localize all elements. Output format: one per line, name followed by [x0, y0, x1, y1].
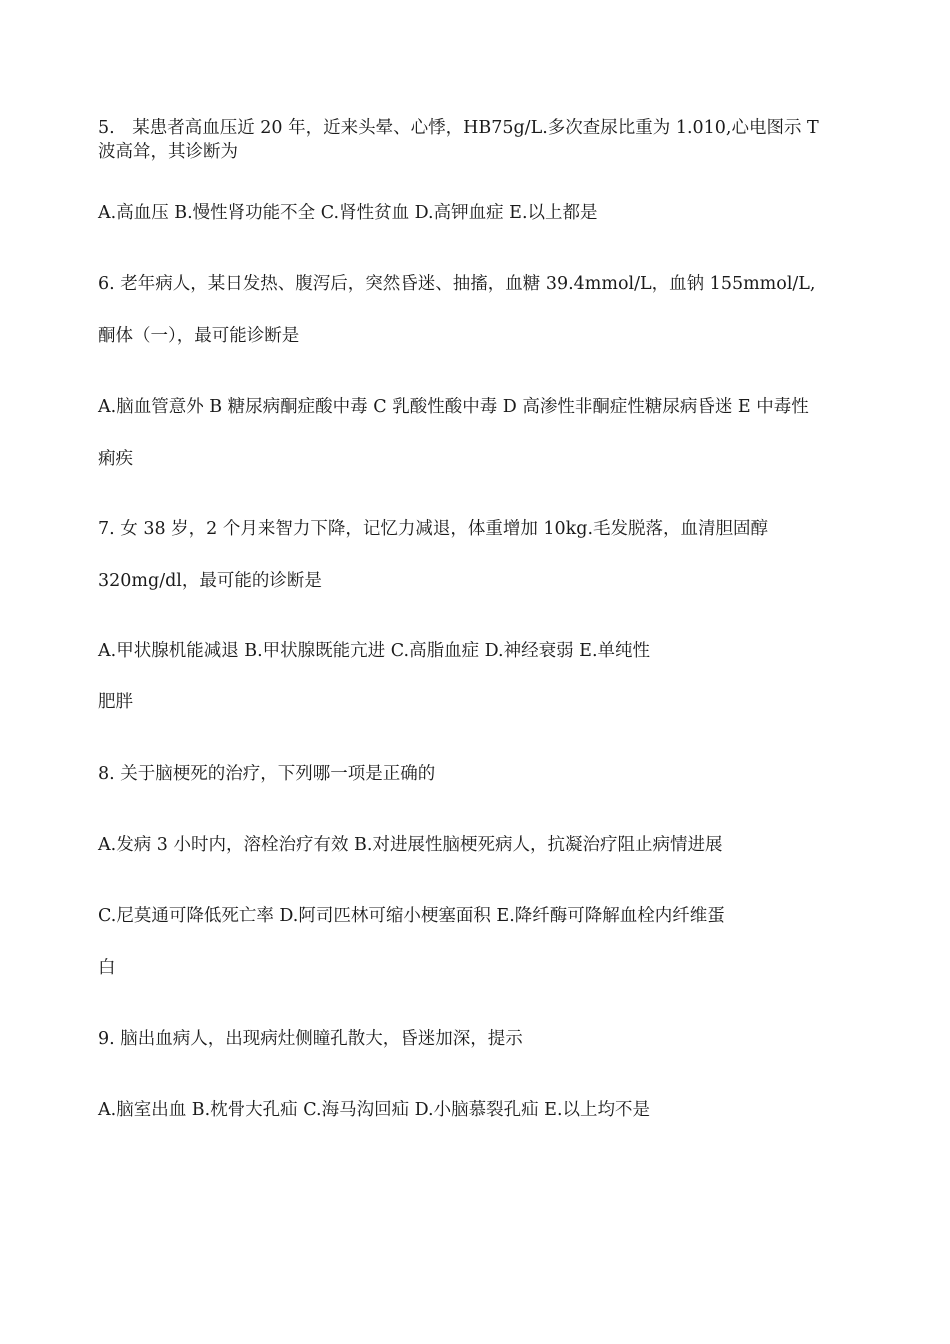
question-5-stem-line-2: 波高耸，其诊断为 [98, 142, 238, 162]
question-6-stem-line-1: 6. 老年病人，某日发热、腹泻后，突然昏迷、抽搐，血糖 39.4mmol/L，血钠 155mmol/L, [98, 274, 816, 294]
question-8-options-line-2: C.尼莫通可降低死亡率 D.阿司匹林可缩小梗塞面积 E.降纤酶可降解血栓内纤维蛋 [98, 906, 725, 926]
question-6-stem-line-2: 酮体（一），最可能诊断是 [98, 326, 300, 346]
question-8-options-line-1: A.发病 3 小时内，溶栓治疗有效 B.对进展性脑梗死病人，抗凝治疗阻止病情进展 [98, 835, 723, 855]
question-7-stem-line-2: 320mg/dl，最可能的诊断是 [98, 571, 322, 591]
question-7-options-line-1: A.甲状腺机能减退 B.甲状腺既能亢进 C.高脂血症 D.神经衰弱 E.单纯性 [98, 641, 651, 661]
question-8-options-line-3: 白 [98, 958, 116, 978]
question-7-stem-line-1: 7. 女 38 岁，2 个月来智力下降，记忆力减退，体重增加 10kg.毛发脱落，血清胆固醇 [98, 519, 769, 539]
question-9-stem: 9. 脑出血病人，出现病灶侧瞳孔散大，昏迷加深，提示 [98, 1029, 523, 1049]
question-7-options-line-2: 肥胖 [98, 692, 133, 712]
question-5-stem-line-1: 5. 某患者高血压近 20 年，近来头晕、心悸，HB75g/L.多次查尿比重为 1.010,心电图示 T [98, 118, 819, 138]
question-5-options: A.高血压 B.慢性肾功能不全 C.肾性贫血 D.高钾血症 E.以上都是 [98, 203, 598, 223]
question-6-options-line-1: A.脑血管意外 B 糖尿病酮症酸中毒 C 乳酸性酸中毒 D 高渗性非酮症性糖尿病昏迷 E 中毒性 [98, 397, 809, 417]
question-8-stem: 8. 关于脑梗死的治疗，下列哪一项是正确的 [98, 764, 436, 784]
question-6-options-line-2: 痢疾 [98, 449, 133, 469]
question-9-options: A.脑室出血 B.枕骨大孔疝 C.海马沟回疝 D.小脑慕裂孔疝 E.以上均不是 [98, 1100, 651, 1120]
